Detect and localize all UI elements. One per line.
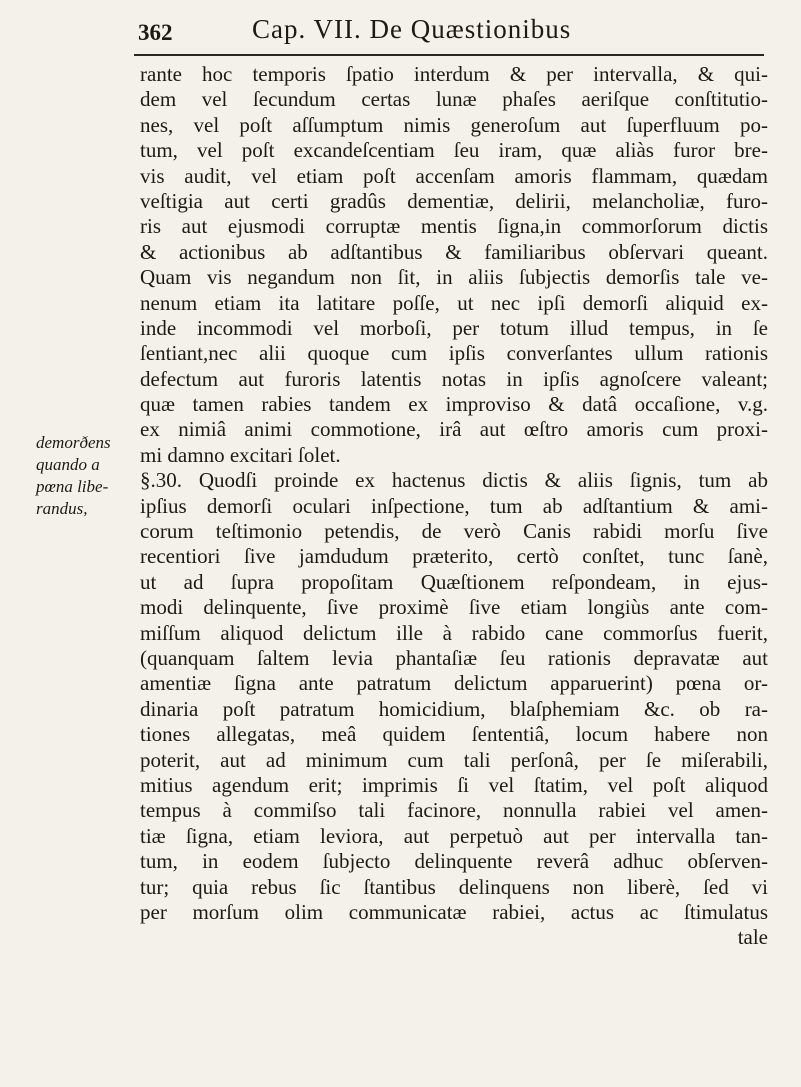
text-line: tiones allegatas, meâ quidem ſententiâ, locum habere non (140, 722, 768, 747)
text-line: vis audit, vel etiam poſt accenſam amoris flammam, quædam (140, 163, 768, 188)
text-line: dem vel ſecundum certas lunæ phaſes aeriſque conſtitutio- (140, 87, 768, 112)
text-line: tum, vel poſt excandeſcentiam ſeu iram, quæ aliàs furor bre- (140, 138, 768, 163)
margin-note (36, 432, 136, 520)
text-line: tempus à commiſso tali facinore, nonnulla rabiei vel amen- (140, 798, 768, 823)
text-line: tiæ ſigna, etiam leviora, aut perpetuò aut per intervalla tan- (140, 823, 768, 848)
text-line: recentiori ſive jamdudum præterito, certò conſtet, tunc ſanè, (140, 544, 768, 569)
running-title: Cap. VII. De Quæstionibus (252, 14, 572, 44)
margin-note-line: pœna libe- (36, 477, 109, 496)
text-line: inde incommodi vel morboſi, per totum illud tempus, in ſe (140, 315, 768, 340)
text-line: dinaria poſt patratum homicidium, blaſphemiam &c. ob ra- (140, 696, 768, 721)
text-line: ris aut ejusmodi corruptæ mentis ſigna,in commorſorum dictis (140, 214, 768, 239)
margin-note-line: randus, (36, 499, 88, 518)
text-line: & actionibus ab adſtantibus & familiaribus obſervari queant. (140, 239, 768, 264)
text-line: veſtigia aut certi gradûs dementiæ, delirii, melancholiæ, furo- (140, 188, 768, 213)
text-line: corum teſtimonio petendis, de verò Canis rabidi morſu ſive (140, 519, 768, 544)
text-line: defectum aut furoris latentis notas in ipſis agnoſcere valeant; (140, 366, 768, 391)
body-text (140, 62, 768, 951)
text-line: Quam vis negandum non ſit, in aliis ſubjectis demorſis tale ve- (140, 265, 768, 290)
margin-note-line: demorðens (36, 433, 111, 452)
text-line: §.30. Quodſi proinde ex hactenus dictis & aliis ſignis, tum ab (140, 468, 768, 493)
text-line: miſſum aliquod delictum ille à rabido cane commorſus fuerit, (140, 620, 768, 645)
text-line: tur; quia rebus ſic ſtantibus delinquens non liberè, ſed vi (140, 874, 768, 899)
text-line: amentiæ ſigna ante patratum delictum apparuerint) pœna or- (140, 671, 768, 696)
text-line: tum, in eodem ſubjecto delinquente reverâ adhuc obſerven- (140, 849, 768, 874)
text-line: (quanquam ſaltem levia phantaſiæ ſeu rationis depravatæ aut (140, 645, 768, 670)
text-line: quæ tamen rabies tandem ex improviso & datâ occaſione, v.g. (140, 392, 768, 417)
text-line: mitius agendum erit; imprimis ſi vel ſtatim, vel poſt aliquod (140, 772, 768, 797)
text-line: per morſum olim communicatæ rabiei, actus ac ſtimulatus (140, 899, 768, 924)
text-line: ut ad ſupra propoſitam Quæſtionem reſpondeam, in ejus- (140, 569, 768, 594)
page-header (134, 14, 764, 56)
page-number: 362 (138, 20, 173, 45)
text-line: mi damno excitari ſolet. (140, 442, 341, 467)
text-line: ex nimiâ animi commotione, irâ aut œſtro amoris cum proxi- (140, 417, 768, 442)
text-line: nenum etiam ita latitare poſſe, ut nec ipſi demorſi aliquid ex- (140, 290, 768, 315)
text-line: rante hoc temporis ſpatio interdum & per intervalla, & qui- (140, 62, 768, 86)
text-line: modi delinquente, ſive proximè ſive etiam longiùs ante com- (140, 595, 768, 620)
catchword: tale (737, 925, 768, 950)
text-line: nes, vel poſt aſſumptum nimis generoſum aut ſuperfluum po- (140, 112, 768, 137)
margin-note-line: quando a (36, 455, 100, 474)
text-line: ſentiant,nec alii quoque cum ipſis converſantes ullum rationis (140, 341, 768, 366)
text-line: poterit, aut ad minimum cum tali perſonâ, per ſe miſerabili, (140, 747, 768, 772)
text-line: ipſius demorſi oculari inſpectione, tum ab adſtantium & ami- (140, 493, 768, 518)
